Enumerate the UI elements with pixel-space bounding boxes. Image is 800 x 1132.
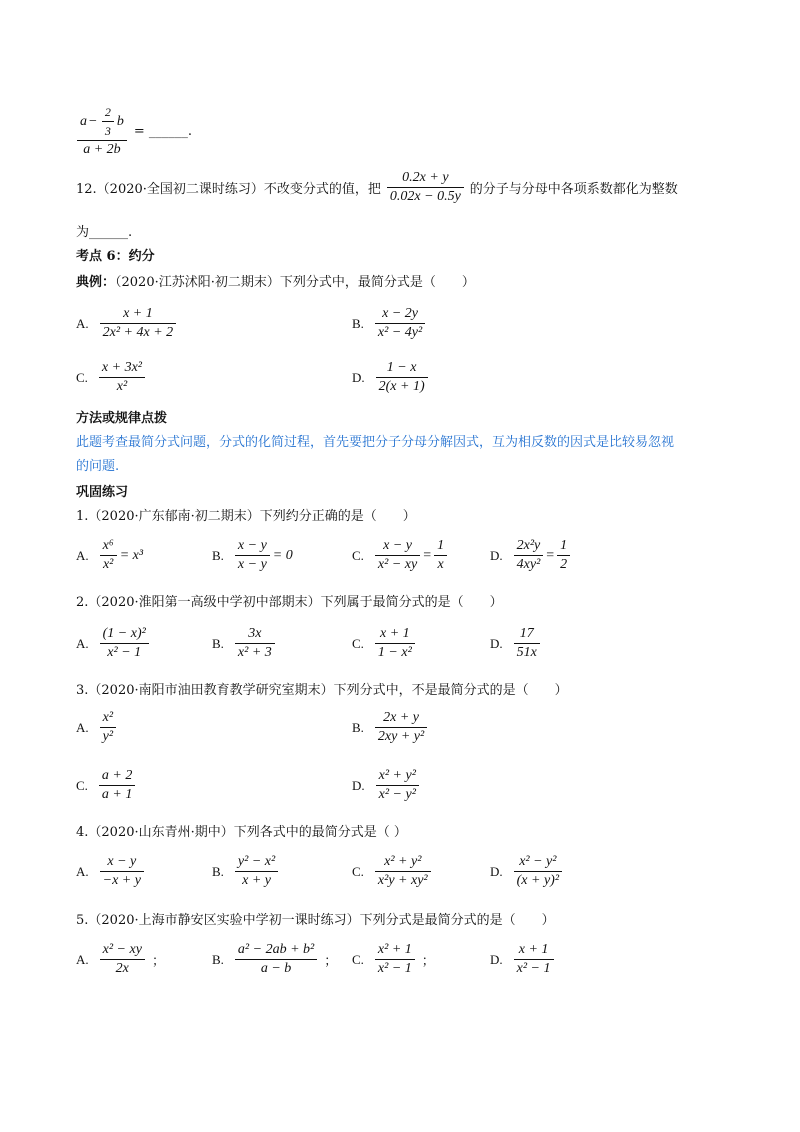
frac-den: x² − y² [378,787,416,802]
frac-num: a + 2 [99,768,135,786]
q1-option-d: D. $\frac{\text{2x²y}}{\text{4xy²}}$ = $\frac{1}{2}$ [490,538,573,573]
q11-den: a + 2b [83,142,121,157]
option-label: D. [352,369,365,385]
frac-den: −x + y [102,873,141,888]
example-label: 典例： [76,275,116,290]
q3-option-c [76,768,138,803]
frac-num: x² + y² [376,768,419,786]
frac-num: x² − y² [514,854,562,872]
section-6-title: 考点 6：约分 [76,249,155,264]
option-label: C. [76,777,88,793]
q4-option-d [490,854,565,889]
frac-den: x² + 3 [237,645,272,660]
q11-compound-fraction: a − $\frac{2}{3}$ b a + 2b = ______. [74,104,192,158]
frac-num: x² [100,710,116,728]
frac-den: 2xy + y² [377,729,425,744]
frac-den: 51x [516,645,537,660]
option-label: D. [490,951,503,967]
option-label: C. [352,863,364,879]
frac-den: x − y [237,557,267,572]
option-label: C. [352,547,364,563]
frac-den: x² − 1 [377,961,412,976]
frac-den: 2x [115,961,129,976]
frac-num: x − y [235,538,270,556]
option-label: B. [212,635,224,651]
option-label: B. [352,315,364,331]
example-option-b [352,306,428,341]
option-label: A. [76,951,89,967]
frac-num: x + 1 [100,306,177,324]
q12-line2: 为______. [76,225,133,240]
q5-option-b [212,942,337,977]
q2-option-a [76,626,152,661]
frac-num: y² − x² [235,854,278,872]
example-stem-text: （2020·江苏沭阳·初二期末）下列分式中，最简分式是（ ） [115,275,475,290]
example-option-a [76,306,179,341]
frac-num: 1 [557,538,570,556]
q3-option-b [352,710,430,745]
option-label: D. [490,547,503,563]
q11-inner-num: 2 [102,104,114,122]
frac-den: y² [102,729,114,744]
q12-line1 [76,170,678,205]
q4-option-c [352,854,434,889]
q12-suffix: 的分子与分母中各项系数都化为整数 [469,182,678,197]
frac-num: 3x [235,626,275,644]
frac-num: x + 1 [375,626,415,644]
option-label: C. [76,369,88,385]
q5-option-c [352,942,435,977]
frac-num: 2x + y [375,710,427,728]
q5-option-a [76,942,165,977]
frac-den: 2(x + 1) [378,379,425,394]
q2-option-b [212,626,278,661]
frac-den: 1 − x² [377,645,412,660]
q11-num-a: a [80,113,87,129]
method-line-1: 此题考查最简分式问题，分式的化简过程，首先要把分子分母分解因式，互为相反数的因式是比较易忽视 [76,435,675,450]
q1-option-a [76,538,143,573]
frac-den: 2x² + 4x + 2 [102,325,174,340]
example-option-d [352,360,431,395]
q1-b-rhs: = 0 [272,547,293,563]
frac-num: x − 2y [375,306,425,324]
option-label: D. [490,863,503,879]
frac-den: x²y + xy² [377,873,428,888]
frac-num: 17 [514,626,540,644]
q1-a-rhs: = x³ [119,547,144,563]
frac-den: x² − 4y² [377,325,423,340]
option-label: A. [76,719,89,735]
option-label: D. [352,777,365,793]
frac-num: 1 [434,538,447,556]
q1-option-b [212,538,293,573]
method-title: 方法或规律点拨 [76,411,168,426]
frac-den: x [437,557,444,572]
q12-frac-den: 0.02x − 0.5y [389,189,461,204]
q11-answer-blank: = ______. [133,123,193,139]
q2-option-c [352,626,418,661]
frac-den: x² − 1 [516,961,551,976]
frac-num: x⁶ [100,538,117,556]
q4-option-a [76,854,147,889]
frac-den: a − b [260,961,292,976]
frac-den: x² [116,379,128,394]
q1-stem: 1.（2020·广东郁南·初二期末）下列约分正确的是（ ） [76,509,416,524]
q2-option-d [490,626,543,661]
frac-num: (1 − x)² [100,626,149,644]
q12-prefix: 12.（2020·全国初二课时练习）不改变分式的值，把 [76,182,381,197]
frac-num: x² − xy [100,942,145,960]
frac-den: a + 1 [101,787,133,802]
example-stem [76,274,475,292]
q4-stem: 4.（2020·山东青州·期中）下列各式中的最简分式是（ ） [76,825,407,840]
q4-option-b [212,854,281,889]
q5-option-d [490,942,557,977]
practice-title: 巩固练习 [76,485,129,500]
method-line-2: 的问题. [76,459,120,474]
q12-frac-num: 0.2x + y [387,170,464,188]
option-label: A. [76,547,89,563]
frac-num: a² − 2ab + b² [235,942,317,960]
frac-num: x − y [100,854,144,872]
q3-option-d [352,768,422,803]
option-label: A. [76,635,89,651]
q11-inner-den: 3 [104,124,111,138]
q11-num-b: b [116,113,124,129]
option-tail: ； [151,954,165,969]
option-label: A. [76,315,89,331]
option-label: B. [212,951,224,967]
option-label: C. [352,951,364,967]
frac-den: x + y [242,873,271,888]
frac-num: x + 1 [514,942,554,960]
frac-num: x² + 1 [375,942,415,960]
option-tail: ； [324,954,338,969]
frac-den: x² − 1 [107,645,142,660]
frac-den: x² − xy [377,557,418,572]
q2-stem: 2.（2020·淮阳第一高级中学初中部期末）下列属于最简分式的是（ ） [76,595,503,610]
frac-num: 1 − x [376,360,428,378]
frac-den: x² [102,557,114,572]
frac-den: 2 [560,557,568,572]
frac-num: x² + y² [375,854,431,872]
frac-num: x + 3x² [99,360,145,378]
option-label: B. [352,719,364,735]
q1-option-c: C. $\frac{x - y}{\text{x² − xy}}$ = $\frac{1}{x}$ [352,538,450,573]
option-tail: ； [421,954,435,969]
q5-stem: 5.（2020·上海市静安区实验中学初一课时练习）下列分式是最简分式的是（ ） [76,913,555,928]
q3-stem: 3.（2020·南阳市油田教育教学研究室期末）下列分式中，不是最简分式的是（ ） [76,683,568,698]
frac-num: 2x²y [514,538,544,556]
option-label: B. [212,547,224,563]
option-label: A. [76,863,89,879]
example-option-c [76,360,148,395]
q3-option-a [76,710,119,745]
option-label: B. [212,863,224,879]
option-label: C. [352,635,364,651]
frac-den: 4xy² [516,557,541,572]
frac-den: (x + y)² [516,873,560,888]
frac-num: x − y [375,538,420,556]
option-label: D. [490,635,503,651]
